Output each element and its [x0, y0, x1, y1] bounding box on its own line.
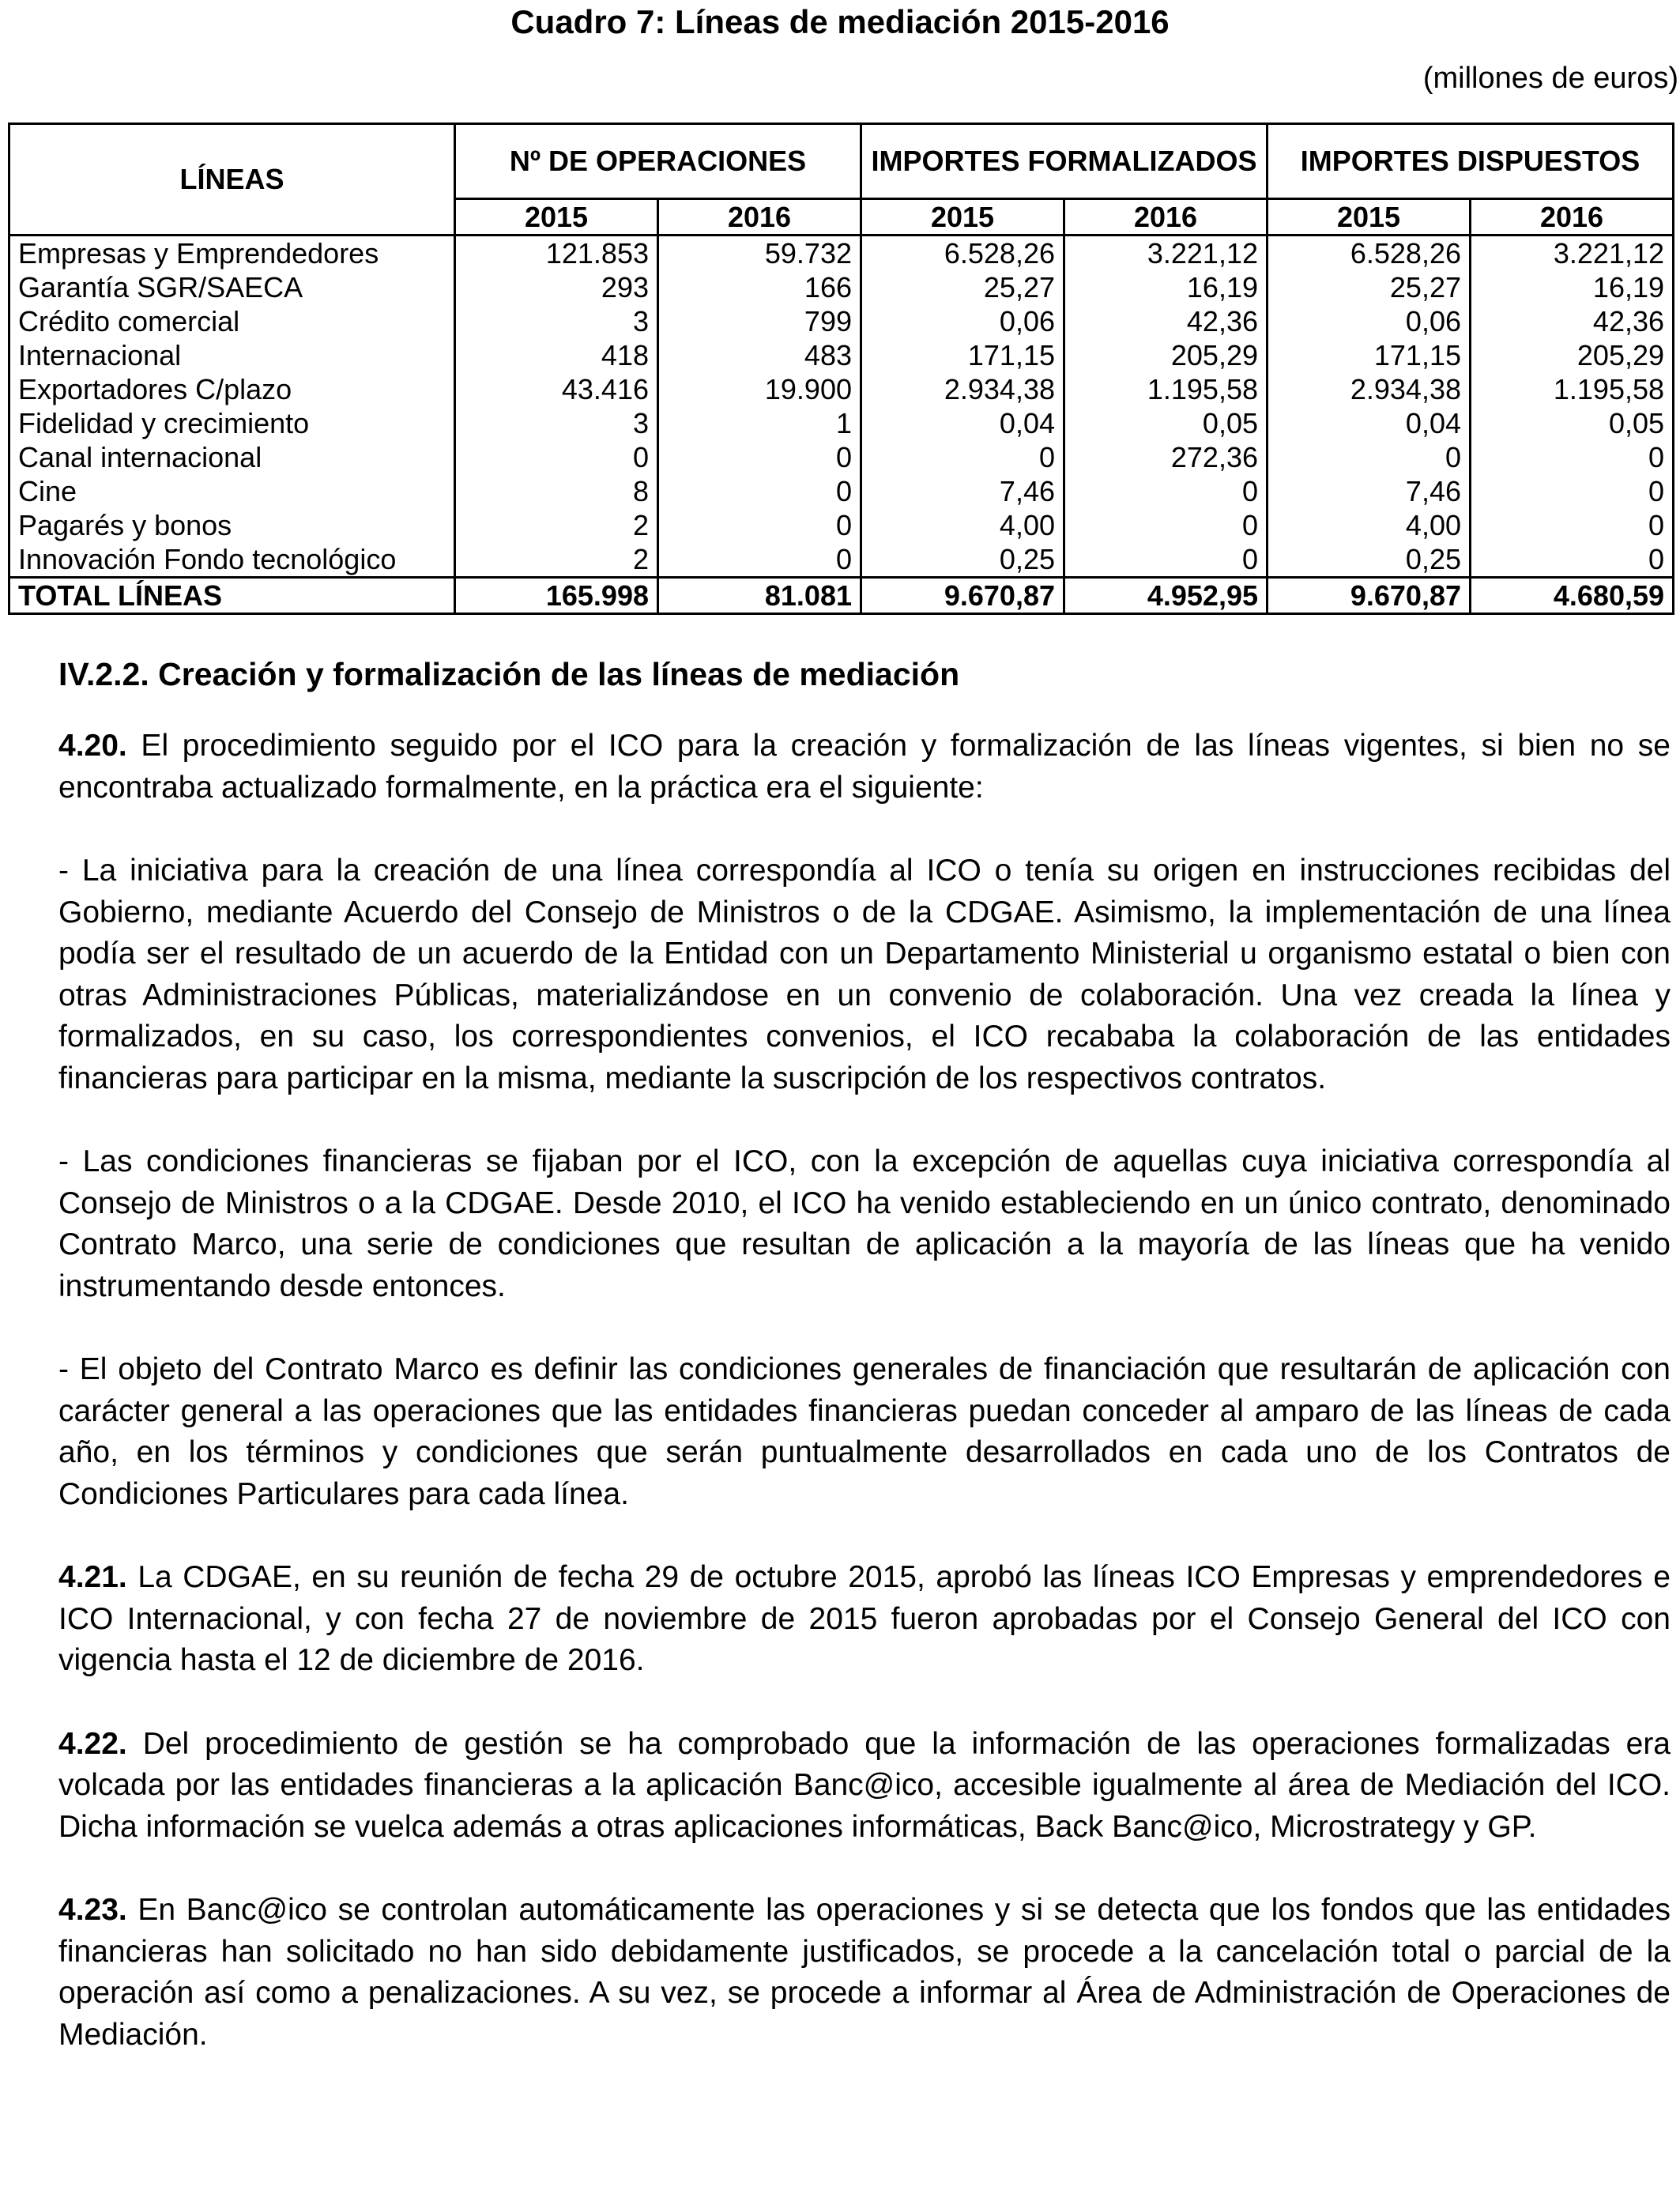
table-cell: 25,27: [861, 270, 1064, 304]
row-label: Exportadores C/plazo: [9, 372, 455, 406]
paragraph: [58, 1557, 1671, 1682]
table-cell: 0: [1471, 440, 1674, 474]
table-cell: 6.528,26: [1268, 236, 1471, 271]
table-row: [9, 440, 1674, 474]
paragraph-text: La CDGAE, en su reunión de fecha 29 de octubre 2015, aprobó las líneas ICO Empresas y emprendedores e ICO Internacional, y con fecha 27 de noviembre de 2015 fueron aprobadas por el Consejo General del ICO con vigencia hasta el 12 de diciembre de 2016.: [58, 1560, 1671, 1677]
total-cell: 4.952,95: [1064, 578, 1268, 614]
row-label: Innovación Fondo tecnológico: [9, 542, 455, 578]
table-cell: 25,27: [1268, 270, 1471, 304]
table-cell: 205,29: [1064, 338, 1268, 372]
header-year: 2015: [1268, 199, 1471, 236]
table-row: [9, 372, 1674, 406]
row-label: Cine: [9, 474, 455, 508]
table-cell: 0,05: [1064, 406, 1268, 440]
paragraph-text: En Banc@ico se controlan automáticamente las operaciones y si se detecta que los fondos que las entidades financieras han solicitado no han sido debidamente justificados, se procede a la cancelación total o parcial de la operación así como a penalizaciones. A su vez, se procede a informar al Área de Administración de Operaciones de Mediación.: [58, 1893, 1671, 2052]
paragraph: [58, 850, 1671, 1099]
table-cell: 0: [658, 440, 861, 474]
table-cell: 0: [658, 542, 861, 578]
paragraph: [58, 1890, 1671, 2056]
header-operaciones: Nº DE OPERACIONES: [455, 124, 861, 199]
header-year: 2016: [1064, 199, 1268, 236]
table-cell: 0: [1064, 474, 1268, 508]
table-cell: 171,15: [861, 338, 1064, 372]
table-row: [9, 270, 1674, 304]
total-label: TOTAL LÍNEAS: [9, 578, 455, 614]
table-cell: 293: [455, 270, 658, 304]
table-cell: 42,36: [1064, 304, 1268, 338]
paragraph: [58, 1349, 1671, 1515]
table-cell: 0: [1471, 542, 1674, 578]
table-cell: 2: [455, 542, 658, 578]
paragraph-text: El procedimiento seguido por el ICO para la creación y formalización de las líneas vigentes, si bien no se encontraba actualizado formalmente, en la práctica era el siguiente:: [58, 729, 1671, 805]
total-row: [9, 578, 1674, 614]
table-cell: 166: [658, 270, 861, 304]
table-cell: 799: [658, 304, 861, 338]
table-cell: 0,06: [861, 304, 1064, 338]
table-cell: 59.732: [658, 236, 861, 271]
table-body: [9, 236, 1674, 614]
header-year: 2016: [1471, 199, 1674, 236]
paragraph-text: Del procedimiento de gestión se ha comprobado que la información de las operaciones formalizadas era volcada por las entidades financieras a la aplicación Banc@ico, accesible igualmente al área de Mediación del ICO. Dicha información se vuelca además a otras aplicaciones informáticas, Back Banc@ico, Microstrategy y GP.: [58, 1726, 1671, 1844]
paragraph-number: 4.23.: [58, 1893, 127, 1927]
row-label: Garantía SGR/SAECA: [9, 270, 455, 304]
paragraph: [58, 1141, 1671, 1307]
mediation-lines-table: [8, 123, 1674, 615]
table-cell: 0,25: [1268, 542, 1471, 578]
table-cell: 0: [658, 508, 861, 542]
table-cell: 3: [455, 406, 658, 440]
table-cell: 171,15: [1268, 338, 1471, 372]
table-units: (millones de euros): [1422, 62, 1678, 95]
row-label: Pagarés y bonos: [9, 508, 455, 542]
total-cell: 9.670,87: [861, 578, 1064, 614]
table-cell: 19.900: [658, 372, 861, 406]
table-cell: 2.934,38: [861, 372, 1064, 406]
table-cell: 3.221,12: [1064, 236, 1268, 271]
table-row: [9, 236, 1674, 271]
paragraph-text: - Las condiciones financieras se fijaban por el ICO, con la excepción de aquellas cuya iniciativa correspondía al Consejo de Ministros o a la CDGAE. Desde 2010, el ICO ha venido estableciendo en un único contrato, denominado Contrato Marco, una serie de condiciones que resultan de aplicación a la mayoría de las líneas que ha venido instrumentando desde entonces.: [58, 1144, 1671, 1303]
table-cell: 0,06: [1268, 304, 1471, 338]
paragraph-text: - El objeto del Contrato Marco es definir las condiciones generales de financiación que resultarán de aplicación con carácter general a las operaciones que las entidades financieras puedan conceder al amparo de las líneas de cada año, en los términos y condiciones que serán puntualmente desarrollados en cada uno de los Contratos de Condiciones Particulares para cada línea.: [58, 1352, 1671, 1511]
header-year: 2015: [861, 199, 1064, 236]
total-cell: 4.680,59: [1471, 578, 1674, 614]
header-formalizados: IMPORTES FORMALIZADOS: [861, 124, 1268, 199]
table-cell: 4,00: [861, 508, 1064, 542]
paragraph-number: 4.21.: [58, 1560, 127, 1594]
table-cell: 0: [1064, 508, 1268, 542]
row-label: Empresas y Emprendedores: [9, 236, 455, 271]
table-cell: 3: [455, 304, 658, 338]
table-cell: 1.195,58: [1471, 372, 1674, 406]
table-cell: 0: [658, 474, 861, 508]
row-label: Canal internacional: [9, 440, 455, 474]
table-cell: 16,19: [1471, 270, 1674, 304]
paragraphs: [58, 726, 1671, 2056]
table-cell: 121.853: [455, 236, 658, 271]
table-title: Cuadro 7: Líneas de mediación 2015-2016: [510, 3, 1170, 40]
total-cell: 81.081: [658, 578, 861, 614]
table-row: [9, 474, 1674, 508]
paragraph-number: 4.20.: [58, 729, 127, 763]
paragraph-number: 4.22.: [58, 1726, 127, 1761]
table-cell: 418: [455, 338, 658, 372]
table-row: [9, 406, 1674, 440]
table-cell: 272,36: [1064, 440, 1268, 474]
table-cell: 0: [1471, 474, 1674, 508]
header-year: 2016: [658, 199, 861, 236]
paragraph-text: - La iniciativa para la creación de una línea correspondía al ICO o tenía su origen en instrucciones recibidas del Gobierno, mediante Acuerdo del Consejo de Ministros o de la CDGAE. Asimismo, la implementación de una línea podía ser el resultado de un acuerdo de la Entidad con un Departamento Ministerial u organismo estatal o bien con otras Administraciones Públicas, materializándose en un convenio de colaboración. Una vez creada la línea y formalizados, en su caso, los correspondientes convenios, el ICO recababa la colaboración de las entidades financieras para participar en la misma, mediante la suscripción de los respectivos contratos.: [58, 854, 1671, 1095]
table-cell: 42,36: [1471, 304, 1674, 338]
table-cell: 3.221,12: [1471, 236, 1674, 271]
table-cell: 16,19: [1064, 270, 1268, 304]
body-text: [58, 653, 1671, 2098]
total-cell: 9.670,87: [1268, 578, 1471, 614]
header-dispuestos: IMPORTES DISPUESTOS: [1268, 124, 1674, 199]
table-row: [9, 508, 1674, 542]
table-row: [9, 338, 1674, 372]
table-cell: 0: [1471, 508, 1674, 542]
header-lineas: LÍNEAS: [9, 124, 455, 236]
table-cell: 2.934,38: [1268, 372, 1471, 406]
table-cell: 483: [658, 338, 861, 372]
table-row: [9, 542, 1674, 578]
table-cell: 0,04: [1268, 406, 1471, 440]
paragraph: [58, 726, 1671, 809]
row-label: Fidelidad y crecimiento: [9, 406, 455, 440]
total-cell: 165.998: [455, 578, 658, 614]
table-cell: 8: [455, 474, 658, 508]
row-label: Internacional: [9, 338, 455, 372]
table-cell: 1: [658, 406, 861, 440]
table-cell: 0,05: [1471, 406, 1674, 440]
table-cell: 0,25: [861, 542, 1064, 578]
table-cell: 0: [861, 440, 1064, 474]
table-cell: 0: [455, 440, 658, 474]
header-year: 2015: [455, 199, 658, 236]
table-cell: 0: [1064, 542, 1268, 578]
table-cell: 6.528,26: [861, 236, 1064, 271]
table-cell: 7,46: [861, 474, 1064, 508]
table-cell: 43.416: [455, 372, 658, 406]
table-cell: 0: [1268, 440, 1471, 474]
table-cell: 1.195,58: [1064, 372, 1268, 406]
table-cell: 205,29: [1471, 338, 1674, 372]
table-row: [9, 304, 1674, 338]
table-cell: 4,00: [1268, 508, 1471, 542]
section-heading: IV.2.2. Creación y formalización de las líneas de mediación: [58, 656, 960, 692]
paragraph: [58, 1724, 1671, 1849]
row-label: Crédito comercial: [9, 304, 455, 338]
table-cell: 0,04: [861, 406, 1064, 440]
table-cell: 2: [455, 508, 658, 542]
table-cell: 7,46: [1268, 474, 1471, 508]
